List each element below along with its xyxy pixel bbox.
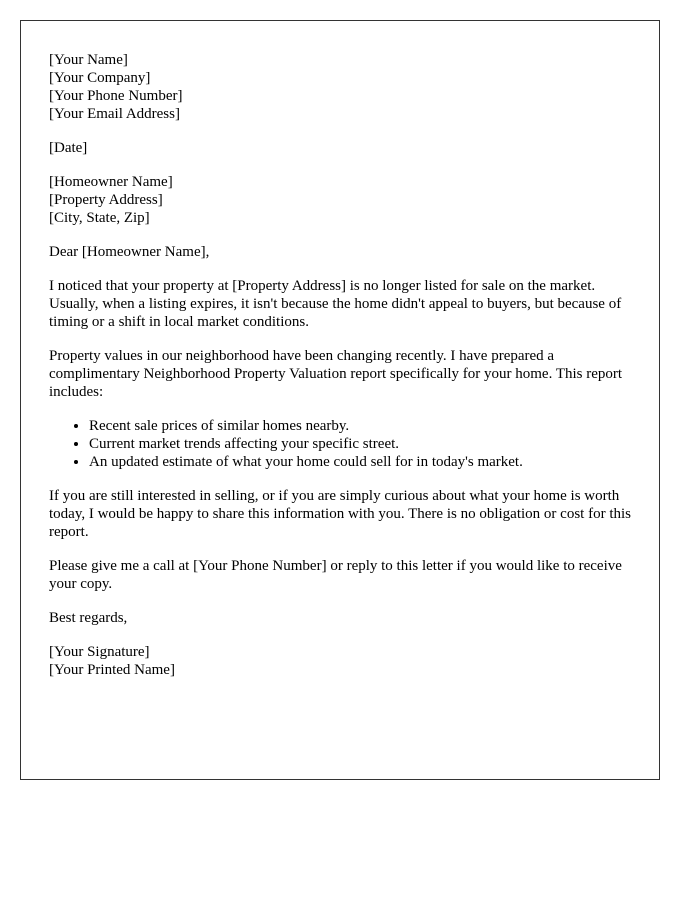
report-item: • Current market trends affecting your specific street. (89, 435, 631, 453)
recipient-name: [Homeowner Name] (49, 174, 173, 190)
report-items-list (49, 417, 631, 471)
sender-block (49, 51, 631, 123)
letter-date: [Date] (49, 140, 88, 156)
report-item: • Recent sale prices of similar homes nearby. (89, 417, 631, 435)
recipient-address: [Property Address] (49, 192, 163, 208)
recipient-city-state-zip: [City, State, Zip] (49, 210, 150, 226)
date-block (49, 139, 631, 157)
signature-line: [Your Signature] (49, 644, 150, 660)
letter-document (20, 20, 660, 780)
sender-company: [Your Company] (49, 70, 151, 86)
body-paragraph-valuation-report: Property values in our neighborhood have been changing recently. I have prepared a complimentary Neighborhood Property Valuation report specifically for your home. This report includes: (49, 348, 623, 400)
salutation: Dear [Homeowner Name], (49, 244, 210, 260)
recipient-block (49, 173, 631, 227)
body-paragraph-offer: If you are still interested in selling, or if you are simply curious about what your home is worth today, I would be happy to share this information with you. There is no obligation or cost for this report. (49, 488, 631, 540)
sender-phone: [Your Phone Number] (49, 88, 183, 104)
printed-name: [Your Printed Name] (49, 662, 175, 678)
body-paragraph-expired-listing: I noticed that your property at [Property Address] is no longer listed for sale on the market. Usually, when a listing expires, it isn't because the home didn't appeal to buyers, but because of timing or a shift in local market conditions. (49, 278, 622, 330)
sender-email: [Your Email Address] (49, 106, 180, 122)
body-paragraph-call-to-action: Please give me a call at [Your Phone Number] or reply to this letter if you would like to receive your copy. (49, 558, 622, 592)
sign-off: Best regards, (49, 610, 128, 626)
sender-name: [Your Name] (49, 52, 128, 68)
signature-block (49, 643, 631, 679)
report-item: • An updated estimate of what your home could sell for in today's market. (89, 453, 631, 471)
